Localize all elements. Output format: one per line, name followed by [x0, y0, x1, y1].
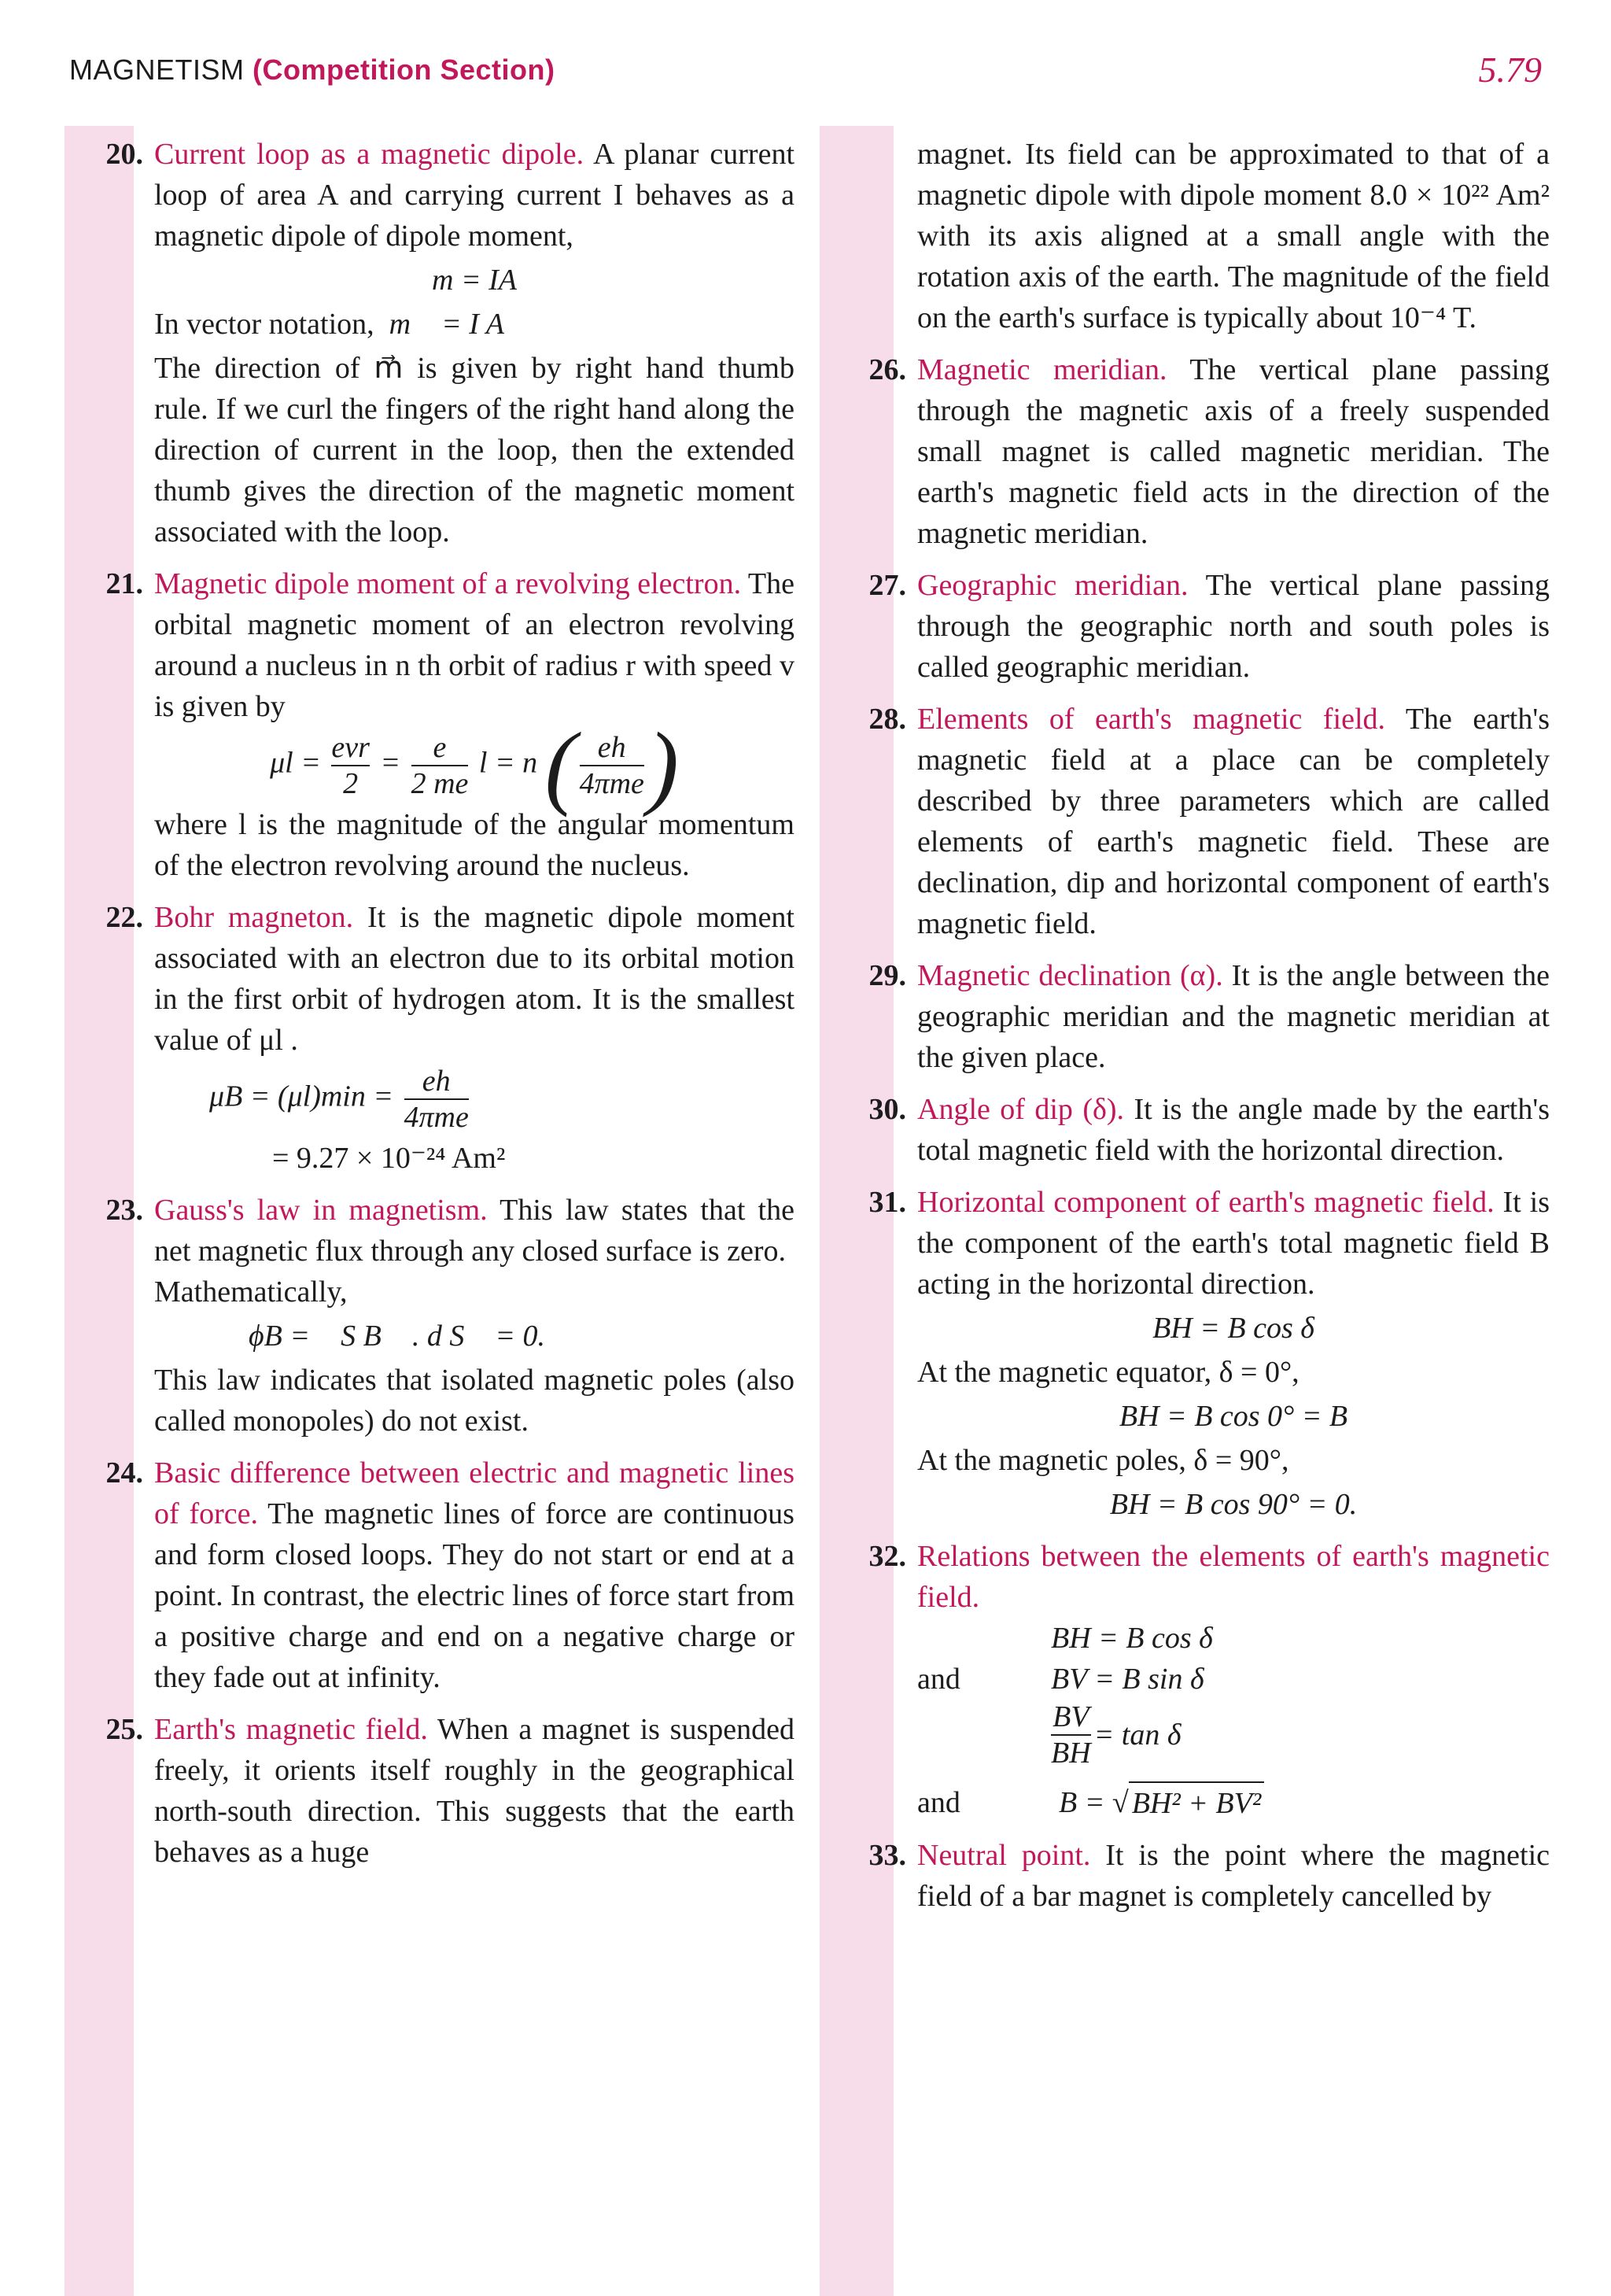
item-number: 26.	[868, 353, 906, 386]
equation: ϕB = ∮S B⃗ . d S⃗ = 0.	[249, 1320, 546, 1353]
item-body: It is the point where the magnetic field of a bar magnet is completely cancelled by	[917, 1839, 1550, 1913]
item-title: Bohr magneton.	[154, 901, 354, 934]
item-27	[835, 565, 1550, 688]
equation: = 9.27 × 10⁻²⁴ Am²	[272, 1142, 506, 1175]
item-title: Horizontal component of earth's magnetic field.	[917, 1186, 1495, 1219]
item-title: Neutral point.	[917, 1839, 1091, 1872]
equation-lhs: μl =	[270, 746, 321, 780]
item-title: Current loop as a magnetic dipole.	[154, 138, 584, 171]
item-body: At the magnetic equator, δ = 0°,	[917, 1356, 1299, 1389]
equation	[154, 1064, 794, 1135]
item-body: The vertical plane passing through the magnetic axis of a freely suspended small magnet is called magnetic meridian. The earth's magnetic field acts in the direction of the magnetic meridian.	[917, 353, 1550, 550]
item-body: The orbital magnetic moment of an electron revolving around a nucleus in n th orbit of radius r with speed v is given by	[154, 567, 794, 723]
left-column	[72, 134, 794, 1884]
item-title: Elements of earth's magnetic field.	[917, 703, 1386, 736]
item-number: 31.	[868, 1186, 906, 1219]
item-number: 30.	[868, 1093, 906, 1126]
and-label: and	[917, 1663, 960, 1696]
item-body: It is the component of the earth's total magnetic field B acting in the horizontal direction.	[917, 1186, 1550, 1301]
left-paren: (	[544, 713, 577, 818]
section-label: (Competition Section)	[253, 54, 555, 86]
item-number: 24.	[105, 1456, 143, 1489]
item-body: At the magnetic poles, δ = 90°,	[917, 1444, 1289, 1477]
running-head	[69, 54, 555, 87]
denominator: 2	[331, 765, 370, 801]
item-number: 22.	[105, 901, 143, 934]
denominator: 4πme	[580, 765, 644, 801]
fraction	[1051, 1700, 1091, 1770]
item-title: Basic difference between electric and magnetic lines of force.	[154, 1456, 794, 1530]
item-number: 32.	[868, 1540, 906, 1573]
page-number: 5.79	[1478, 50, 1542, 90]
item-body: It is the angle between the geographic meridian and the magnetic meridian at the given place.	[917, 959, 1550, 1074]
item-number: 33.	[868, 1839, 906, 1872]
equation: m⃗ = I A⃗	[389, 308, 528, 341]
numerator: eh	[422, 1065, 451, 1098]
equation-lhs: B =	[1059, 1786, 1105, 1819]
equation-label: In vector notation,	[154, 308, 374, 341]
item-title: Geographic meridian.	[917, 569, 1189, 602]
page-header	[69, 49, 1542, 96]
equation-term: l = n	[478, 746, 538, 780]
item-title: Angle of dip (δ).	[917, 1093, 1125, 1126]
equation: μl = $\frac{\text{evr}}{2}$ = $\frac{e}{2 me}$ l = n ( $\frac{eh}{\text{4πme}}$ )	[270, 713, 679, 818]
numerator: evr	[331, 731, 370, 764]
right-column	[835, 134, 1550, 1928]
fraction	[331, 730, 370, 801]
equation: BH = B cos 0° = B	[1119, 1400, 1348, 1433]
equation-row	[917, 1618, 1550, 1659]
denominator: 2 me	[411, 765, 469, 801]
equation: BH = B cos δ	[1152, 1312, 1314, 1345]
item-29	[835, 955, 1550, 1078]
item-body: The direction of m⃗ is given by right hand thumb rule. If we curl the fingers of the right hand along the direction of current in the loop, then the extended thumb gives the direction of the magnetic moment associated with the loop.	[154, 352, 794, 548]
right-paren: )	[647, 713, 679, 818]
item-body: When a magnet is suspended freely, it orients itself roughly in the geographical north-south direction. This suggests that the earth behaves as a huge	[154, 1713, 794, 1869]
item-22	[72, 897, 794, 1179]
denominator: 4πme	[404, 1098, 469, 1135]
numerator: eh	[597, 731, 626, 764]
equation: BH = B cos δ	[1051, 1622, 1213, 1655]
item-body: magnet. Its field can be approximated to that of a magnetic dipole with dipole moment 8.0 × 10²² Am² with its axis aligned at a small angle with the rotation axis of the earth. The magnitude of the field on the earth's surface is typically about 10⁻⁴ T.	[917, 138, 1550, 334]
item-21	[72, 563, 794, 886]
equation-label: Mathematically,	[154, 1275, 348, 1309]
item-body: The vertical plane passing through the geographic north and south poles is called geographic meridian.	[917, 569, 1550, 684]
equation-lhs: μB = (μl)min =	[209, 1080, 394, 1113]
fraction	[580, 730, 644, 801]
item-body: This law states that the net magnetic flux through any closed surface is zero.	[154, 1194, 794, 1268]
item-30	[835, 1089, 1550, 1171]
item-26	[835, 349, 1550, 554]
item-24	[72, 1453, 794, 1698]
item-number: 29.	[868, 959, 906, 992]
fraction	[404, 1064, 469, 1135]
equation: BV = B sin δ	[1051, 1663, 1204, 1696]
equation-row	[917, 1700, 1550, 1770]
denominator: BH	[1051, 1734, 1091, 1770]
equation: m = IA	[432, 264, 517, 297]
item-title: Relations between the elements of earth's magnetic field.	[917, 1540, 1550, 1614]
item-28	[835, 699, 1550, 944]
item-body: It is the angle made by the earth's total magnetic field with the horizontal direction.	[917, 1093, 1550, 1167]
and-label: and	[917, 1786, 960, 1819]
sqrt-sign: √	[1104, 1786, 1129, 1819]
item-title: Gauss's law in magnetism.	[154, 1194, 488, 1227]
item-31	[835, 1182, 1550, 1525]
item-body: where l is the magnitude of the angular momentum of the electron revolving around the nucleus.	[154, 808, 794, 882]
numerator: e	[433, 731, 447, 764]
chapter-title: MAGNETISM	[69, 54, 245, 86]
equation-row	[917, 1781, 1550, 1824]
item-title: Magnetic dipole moment of a revolving electron.	[154, 567, 742, 600]
item-body: It is the magnetic dipole moment associated with an electron due to its orbital motion in the first orbit of hydrogen atom. It is the smallest value of μl .	[154, 901, 794, 1057]
item-body: A planar current loop of area A and carrying current I behaves as a magnetic dipole of dipole moment,	[154, 138, 795, 253]
item-number: 28.	[868, 703, 906, 736]
item-title: Magnetic meridian.	[917, 353, 1167, 386]
item-body: The earth's magnetic field at a place can be completely described by three parameters which are called elements of earth's magnetic field. These are declination, dip and horizontal component of earth's magnetic field.	[917, 703, 1550, 940]
item-23	[72, 1190, 794, 1441]
item-32	[835, 1536, 1550, 1824]
item-number: 23.	[105, 1194, 143, 1227]
item-20	[72, 134, 794, 552]
item-33	[835, 1835, 1550, 1917]
item-number: 27.	[868, 569, 906, 602]
numerator: BV	[1052, 1700, 1089, 1733]
item-body: The magnetic lines of force are continuous and form closed loops. They do not start or end at a point. In contrast, the electric lines of force start from a positive charge and end on a negative charge or they fade out at infinity.	[154, 1497, 794, 1694]
item-number: 21.	[105, 567, 143, 600]
item-25	[72, 1709, 794, 1873]
equation: BH = B cos 90° = 0.	[1109, 1488, 1358, 1521]
item-25-continued	[835, 134, 1550, 338]
item-body: This law indicates that isolated magnetic poles (also called monopoles) do not exist.	[154, 1364, 794, 1438]
item-title: Magnetic declination (α).	[917, 959, 1223, 992]
item-title: Earth's magnetic field.	[154, 1713, 428, 1746]
item-number: 25.	[105, 1713, 143, 1746]
item-number: 20.	[105, 138, 143, 171]
fraction	[411, 730, 469, 801]
equation: = tan δ	[1093, 1718, 1182, 1752]
radicand: BH² + BV²	[1129, 1781, 1265, 1824]
equation-row	[917, 1659, 1550, 1700]
